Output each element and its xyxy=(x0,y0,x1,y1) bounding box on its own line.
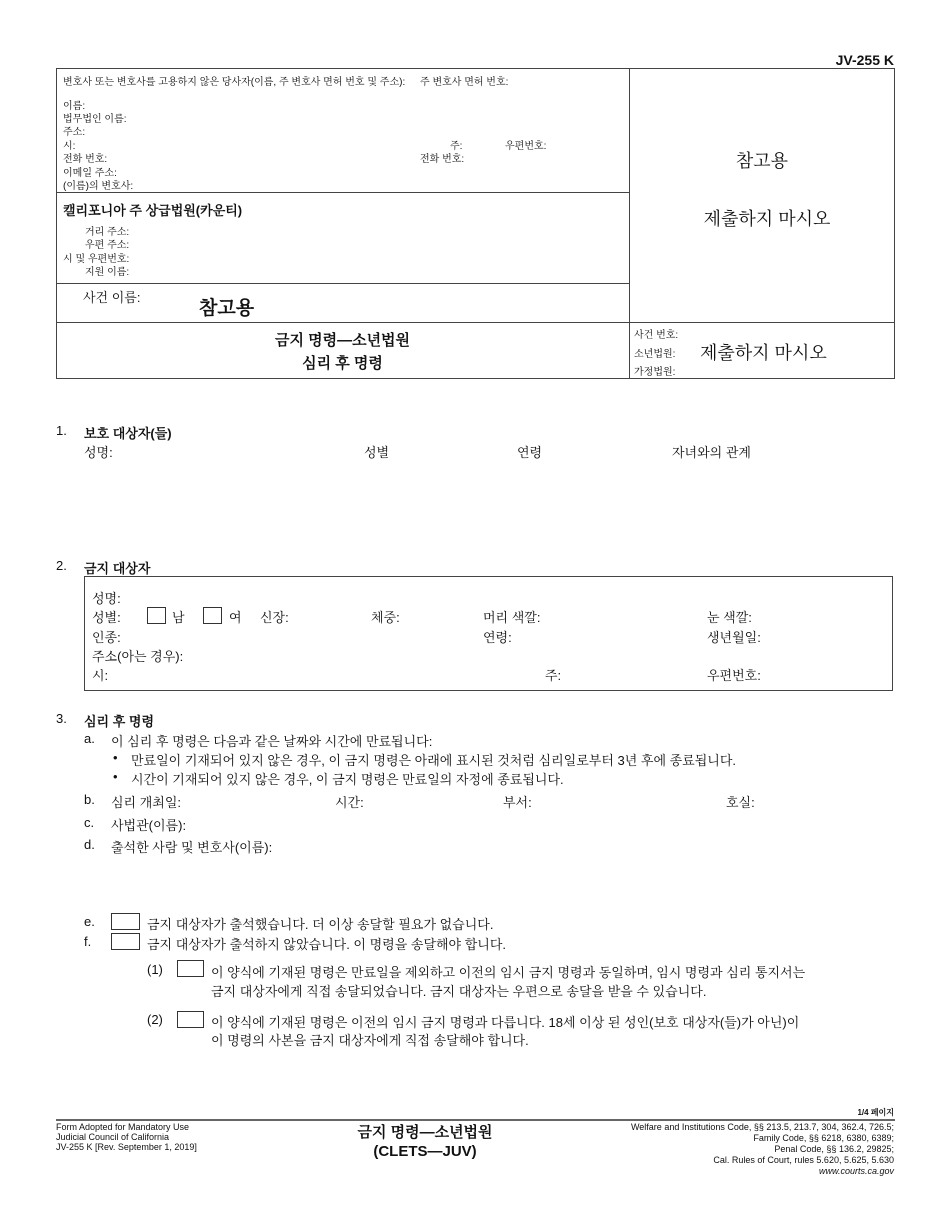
sub-item-number: (2) xyxy=(147,1012,163,1027)
room-field[interactable]: 호실: xyxy=(726,795,755,810)
footer-text: Welfare and Institutions Code, §§ 213.5, 213.7, 304, 362.4, 726.5; xyxy=(630,1122,894,1132)
footer-right xyxy=(631,1122,894,1177)
bullet: • xyxy=(113,750,118,765)
zip-field[interactable]: 우편번호: xyxy=(505,141,547,152)
different-order-checkbox[interactable] xyxy=(177,1011,204,1028)
street-field[interactable]: 거리 주소: xyxy=(85,227,130,238)
bullet: • xyxy=(113,769,118,784)
hearing-time-field[interactable]: 시간: xyxy=(335,795,364,810)
footer-text: Cal. Rules of Court, rules 5.620, 5.625, 5.630 xyxy=(713,1155,894,1165)
female-label: 여 xyxy=(229,610,242,625)
form-subtitle: 심리 후 명령 xyxy=(302,355,383,372)
bullet-text: 시간이 기재되어 있지 않은 경우, 이 금지 명령은 만료일의 자정에 종료됩니다. xyxy=(131,772,564,787)
eyes-field[interactable]: 눈 색깔: xyxy=(707,610,752,625)
restrained-name-field[interactable]: 성명: xyxy=(92,591,121,606)
do-not-file-case: 제출하지 마시오 xyxy=(700,343,827,363)
footer-text: JV-255 K [Rev. September 1, 2019] xyxy=(56,1142,197,1152)
firm-field[interactable]: 법무법인 이름: xyxy=(63,114,127,125)
attorney-label: 변호사 또는 변호사를 고용하지 않은 당사자(이름, 주 변호사 면허 번호 및 주소): xyxy=(63,77,406,88)
same-order-text: 금지 대상자에게 직접 송달되었습니다. 금지 대상자는 우편으로 송달을 받을 수 있습니다. xyxy=(211,984,707,999)
expiration-text: 이 심리 후 명령은 다음과 같은 날짜와 시간에 만료됩니다: xyxy=(111,734,433,749)
case-name-value: 참고용 xyxy=(199,298,255,319)
item-letter: b. xyxy=(84,792,95,807)
sub-item-number: (1) xyxy=(147,962,163,977)
case-name-label: 사건 이름: xyxy=(83,290,141,305)
male-checkbox[interactable] xyxy=(147,607,166,624)
name-field[interactable]: 이름: xyxy=(63,101,86,112)
footer-left xyxy=(56,1122,197,1152)
divider xyxy=(56,283,629,284)
section-title: 보호 대상자(들) xyxy=(84,426,172,441)
courts-link[interactable]: www.courts.ca.gov xyxy=(818,1166,894,1176)
item-letter: e. xyxy=(84,914,95,929)
male-label: 남 xyxy=(172,610,185,625)
bar-label: 주 변호사 면허 번호: xyxy=(420,77,509,88)
weight-field[interactable]: 체중: xyxy=(371,610,400,625)
branch-field[interactable]: 지원 이름: xyxy=(85,267,130,278)
form-title: 금지 명령—소년법원 xyxy=(274,332,411,349)
not-appeared-text: 금지 대상자가 출석하지 않았습니다. 이 명령을 송달해야 합니다. xyxy=(147,937,507,952)
item-letter: d. xyxy=(84,837,95,852)
protected-sex-header: 성별 xyxy=(364,445,390,460)
height-field[interactable]: 신장: xyxy=(260,610,289,625)
mailing-field[interactable]: 우편 주소: xyxy=(85,240,130,251)
attorney-for-field[interactable]: (이름)의 변호사: xyxy=(63,181,134,192)
appeared-checkbox[interactable] xyxy=(111,913,140,930)
divider xyxy=(56,192,629,193)
item-letter: f. xyxy=(84,934,92,949)
different-order-text: 이 명령의 사본을 금지 대상자에게 직접 송달해야 합니다. xyxy=(211,1033,529,1048)
address-field[interactable]: 주소: xyxy=(63,127,86,138)
family-label: 가정법원: xyxy=(634,367,676,378)
same-order-text: 이 양식에 기재된 명령은 만료일을 제외하고 이전의 임시 금지 명령과 동일하며, 임시 명령과 심리 통지서는 xyxy=(211,965,806,980)
dept-field[interactable]: 부서: xyxy=(503,795,532,810)
city-field[interactable]: 시: xyxy=(92,668,109,683)
zip-field[interactable]: 우편번호: xyxy=(707,668,761,683)
bullet-text: 만료일이 기재되어 있지 않은 경우, 이 금지 명령은 아래에 표시된 것처럼 심리일로부터 3년 후에 종료됩니다. xyxy=(131,753,737,768)
restrained-sex-label: 성별: xyxy=(92,610,121,625)
footer-title-line: 금지 명령—소년법원 xyxy=(357,1124,493,1141)
section-title: 심리 후 명령 xyxy=(84,714,155,729)
section-title: 금지 대상자 xyxy=(84,561,151,576)
case-number-label: 사건 번호: xyxy=(634,330,679,341)
dob-field[interactable]: 생년월일: xyxy=(707,630,761,645)
reference-only: 참고용 xyxy=(735,151,789,171)
judicial-officer-field[interactable]: 사법관(이름): xyxy=(111,818,187,833)
age-field[interactable]: 연령: xyxy=(483,630,512,645)
hair-field[interactable]: 머리 색깔: xyxy=(483,610,541,625)
footer-text: Form Adopted for Mandatory Use xyxy=(56,1122,190,1132)
footer-text: Judicial Council of California xyxy=(56,1132,170,1142)
state-field[interactable]: 주: xyxy=(450,141,463,152)
female-checkbox[interactable] xyxy=(203,607,222,624)
form-id: JV-255 K xyxy=(835,52,894,68)
juvenile-label: 소년법원: xyxy=(634,349,676,360)
present-field[interactable]: 출석한 사람 및 변호사(이름): xyxy=(111,840,273,855)
not-appeared-checkbox[interactable] xyxy=(111,933,140,950)
city-field[interactable]: 시: xyxy=(63,141,76,152)
do-not-file: 제출하지 마시오 xyxy=(703,209,831,229)
section-number: 1. xyxy=(56,423,67,438)
phone-field[interactable]: 전화 번호: xyxy=(63,154,108,165)
address-field[interactable]: 주소(아는 경우): xyxy=(92,649,184,664)
page-number: 1/4 페이지 xyxy=(857,1108,894,1117)
footer-text: Penal Code, §§ 136.2, 29825; xyxy=(774,1144,894,1154)
section-number: 2. xyxy=(56,558,67,573)
state-field[interactable]: 주: xyxy=(545,668,562,683)
footer-text: Family Code, §§ 6218, 6380, 6389; xyxy=(753,1133,894,1143)
appeared-text: 금지 대상자가 출석했습니다. 더 이상 송달할 필요가 없습니다. xyxy=(147,917,494,932)
footer-title xyxy=(300,1123,550,1161)
divider xyxy=(56,322,895,323)
hearing-date-field[interactable]: 심리 개최일: xyxy=(111,795,182,810)
city-zip-field[interactable]: 시 및 우편번호: xyxy=(63,254,130,265)
same-order-checkbox[interactable] xyxy=(177,960,204,977)
footer-title-line: (CLETS—JUV) xyxy=(373,1143,477,1160)
footer-rule xyxy=(56,1119,895,1121)
email-field[interactable]: 이메일 주소: xyxy=(63,168,117,179)
phone2-field[interactable]: 전화 번호: xyxy=(420,154,465,165)
court-title: 캘리포니아 주 상급법원(카운티) xyxy=(63,203,243,218)
item-letter: a. xyxy=(84,731,95,746)
race-field[interactable]: 인종: xyxy=(92,630,121,645)
section-number: 3. xyxy=(56,711,67,726)
item-letter: c. xyxy=(84,815,95,830)
protected-age-header: 연령 xyxy=(517,445,543,460)
different-order-text: 이 양식에 기재된 명령은 이전의 임시 금지 명령과 다릅니다. 18세 이상 된 성인(보호 대상자(들)가 아닌)이 xyxy=(211,1015,800,1030)
protected-name-header: 성명: xyxy=(84,445,113,460)
protected-relation-header: 자녀와의 관계 xyxy=(672,445,751,460)
